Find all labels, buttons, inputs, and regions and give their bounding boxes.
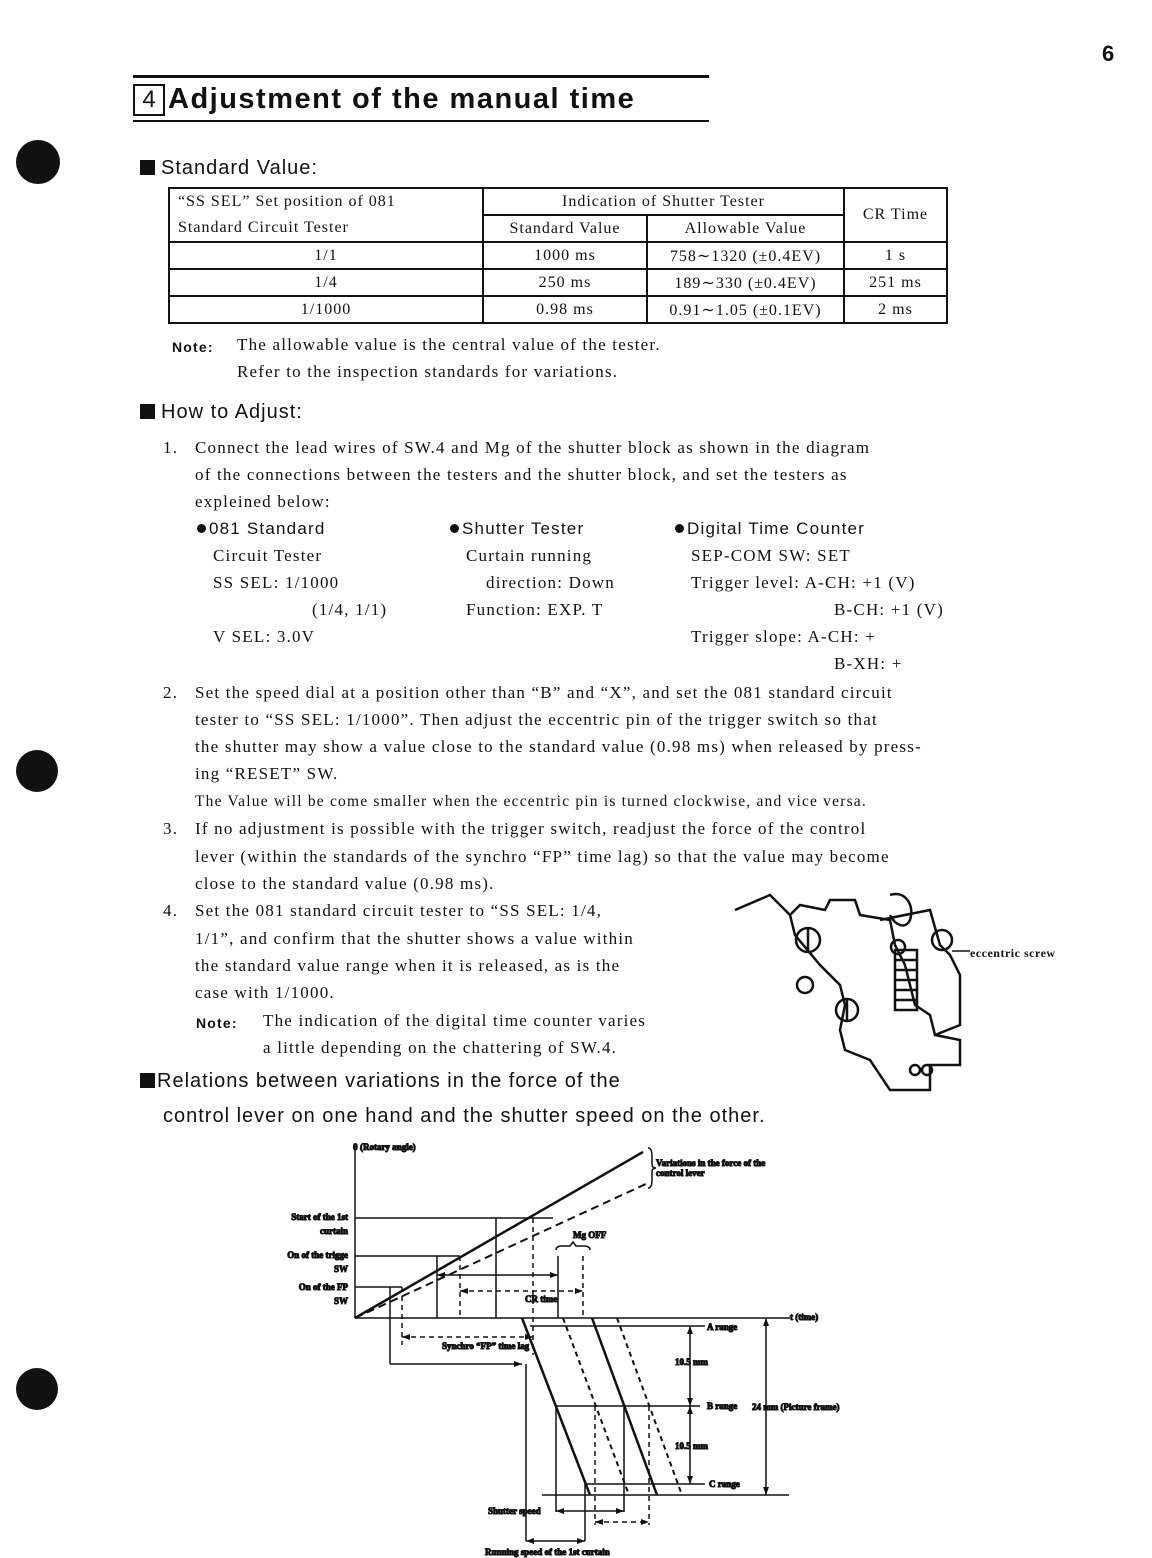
note-text: Refer to the inspection standards for variations. xyxy=(237,362,619,381)
tester-text: Circuit Tester xyxy=(213,546,323,565)
tester-text: SEP-COM SW: SET xyxy=(691,546,852,565)
relations-heading: Relations between variations in the force of the xyxy=(140,1070,621,1093)
cr-time-label: CR time xyxy=(525,1294,558,1304)
step-text: the shutter may show a value close to the standard value (0.98 ms) when released by press- xyxy=(195,737,922,756)
page-number: 6 xyxy=(1102,41,1116,66)
step-text: Set the 081 standard circuit tester to “SS SEL: 1/4, xyxy=(195,901,603,920)
dashed-curve xyxy=(355,1183,648,1318)
start-curtain-label: Start of the 1st xyxy=(291,1212,348,1222)
tester-text: (1/4, 1/1) xyxy=(312,600,388,619)
fp-sw-label: SW xyxy=(333,1296,348,1306)
tester-text: direction: Down xyxy=(486,573,615,592)
note-label: Note: xyxy=(196,1015,238,1031)
relations-heading-line2: control lever on one hand and the shutter speed on the other. xyxy=(163,1105,766,1127)
note-text: a little depending on the chattering of SW.4. xyxy=(263,1038,618,1057)
tester-counter-title: Digital Time Counter xyxy=(675,519,865,539)
tester-shutter-title: Shutter Tester xyxy=(450,519,584,539)
page-title: Adjustment of the manual time xyxy=(168,83,636,115)
step-text: the standard value range when it is released, as is the xyxy=(195,956,621,975)
header-indication: Indication of Shutter Tester xyxy=(483,188,844,215)
picture-frame-label: 24 mm (Picture frame) xyxy=(752,1402,840,1412)
step-number: 2. xyxy=(163,683,179,702)
step-text: ing “RESET” SW. xyxy=(195,764,339,783)
tester-text: Trigger slope: A-CH: + xyxy=(691,627,877,646)
tester-text: Function: EXP. T xyxy=(466,600,604,619)
shutter-speed-label: Shutter speed xyxy=(488,1506,541,1516)
step-text: 1/1”, and confirm that the shutter shows a value within xyxy=(195,929,634,948)
y-axis-label: θ (Rotary angle) xyxy=(353,1142,416,1152)
distance-label: 10.5 mm xyxy=(675,1357,708,1367)
step-text: case with 1/1000. xyxy=(195,983,335,1002)
c-range-label: C range xyxy=(709,1479,740,1489)
step-text: If no adjustment is possible with the trigger switch, readjust the force of the control xyxy=(195,819,867,838)
tester-text: V SEL: 3.0V xyxy=(213,627,316,646)
start-curtain-label: curtain xyxy=(320,1226,348,1236)
how-to-adjust-heading: How to Adjust: xyxy=(140,401,303,424)
step-number: 1. xyxy=(163,438,179,457)
header-standard-value: Standard Value xyxy=(483,215,647,242)
variations-label: control lever xyxy=(656,1168,705,1178)
title-number-box: 4 xyxy=(133,84,165,116)
a-range-label: A range xyxy=(707,1322,738,1332)
header-ss-sel: “SS SEL” Set position of 081 Standard Circuit Tester xyxy=(169,188,483,242)
running-speed-label: Running speed of the 1st curtain xyxy=(485,1547,610,1557)
step-text: lever (within the standards of the synchro “FP” time lag) so that the value may become xyxy=(195,847,890,866)
table-row: 1/1000 0.98 ms 0.91∼1.05 (±0.1EV) 2 ms xyxy=(169,296,947,323)
tester-text: B-CH: +1 (V) xyxy=(834,600,944,619)
b-range-label: B range xyxy=(707,1401,738,1411)
tester-text: B-XH: + xyxy=(834,654,903,673)
table-row: 1/1 1000 ms 758∼1320 (±0.4EV) 1 s xyxy=(169,242,947,269)
step-text: Connect the lead wires of SW.4 and Mg of the shutter block as shown in the diagram xyxy=(195,438,871,457)
step-text: The Value will be come smaller when the eccentric pin is turned clockwise, and vice versa. xyxy=(195,793,867,810)
header-allowable-value: Allowable Value xyxy=(647,215,844,242)
standard-value-heading: Standard Value: xyxy=(140,157,318,180)
eccentric-screw-label: eccentric screw xyxy=(970,946,1056,960)
synchro-label: Synchro “FP” time lag xyxy=(442,1341,530,1351)
tester-text: SS SEL: 1/1000 xyxy=(213,573,340,592)
step-number: 3. xyxy=(163,819,179,838)
tester-081-title: 081 Standard xyxy=(197,519,325,539)
fp-sw-label: On of the FP xyxy=(298,1282,348,1292)
step-text: expleined below: xyxy=(195,492,331,511)
note-text: The allowable value is the central value of the tester. xyxy=(237,335,661,354)
variations-label: Variations in the force of the xyxy=(656,1158,766,1168)
tester-text: Trigger level: A-CH: +1 (V) xyxy=(691,573,916,592)
step-text: Set the speed dial at a position other than “B” and “X”, and set the 081 standard circuit xyxy=(195,683,893,702)
tester-text: Curtain running xyxy=(466,546,593,565)
note-label: Note: xyxy=(172,339,214,355)
trigger-sw-label: SW xyxy=(333,1264,348,1274)
mg-off-label: Mg OFF xyxy=(573,1230,607,1240)
step-text: of the connections between the testers and the shutter block, and set the testers as xyxy=(195,465,848,484)
x-axis-label: t (time) xyxy=(790,1312,819,1322)
step-text: close to the standard value (0.98 ms). xyxy=(195,874,495,893)
note-text: The indication of the digital time counter varies xyxy=(263,1011,647,1030)
distance-label: 10.5 mm xyxy=(675,1441,708,1451)
header-cr-time: CR Time xyxy=(844,188,947,242)
table-row: 1/4 250 ms 189∼330 (±0.4EV) 251 ms xyxy=(169,269,947,296)
step-number: 4. xyxy=(163,901,179,920)
step-text: tester to “SS SEL: 1/1000”. Then adjust the eccentric pin of the trigger switch so that xyxy=(195,710,878,729)
trigger-sw-label: On of the trigge xyxy=(287,1250,348,1260)
